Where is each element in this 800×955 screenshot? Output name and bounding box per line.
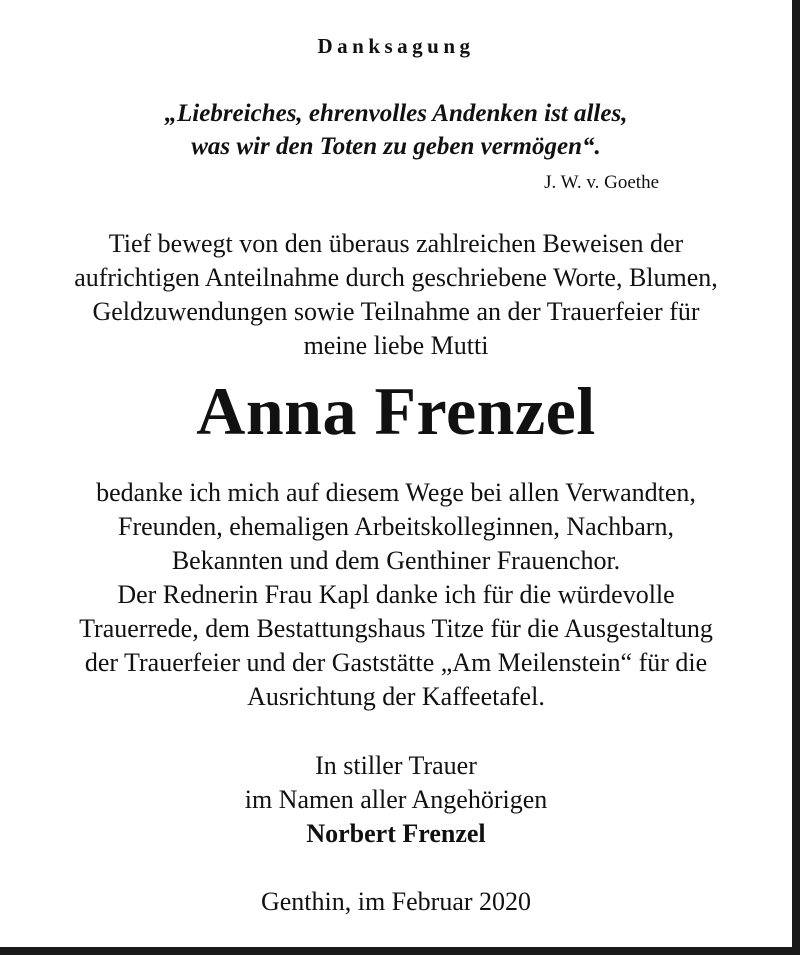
- notice-title: Danksagung: [317, 34, 475, 58]
- intro-line-3: Geldzuwendungen sowie Teilnahme an der Trauerfeier für: [92, 297, 700, 326]
- thanks-line-1: bedanke ich mich auf diesem Wege bei allen Verwandten,: [96, 478, 696, 507]
- thanks-line-2: Freunden, ehemaligen Arbeitskolleginnen, Nachbarn,: [118, 512, 674, 541]
- thanks-line-5: Trauerrede, dem Bestattungshaus Titze für die Ausgestaltung: [79, 614, 713, 643]
- quote-author: J. W. v. Goethe: [544, 172, 659, 193]
- closing-line-1: In stiller Trauer: [315, 751, 477, 780]
- closing-line-2: im Namen aller Angehörigen: [244, 785, 548, 814]
- deceased-name: Anna Frenzel: [196, 373, 596, 449]
- thanks-line-7: Ausrichtung der Kaffeetafel.: [247, 682, 545, 711]
- thanks-line-6: der Trauerfeier und der Gaststätte „Am Meilenstein“ für die: [84, 648, 708, 677]
- intro-line-2: aufrichtigen Anteilnahme durch geschriebene Worte, Blumen,: [74, 263, 718, 292]
- thanks-line-3: Bekannten und dem Genthiner Frauenchor.: [171, 546, 621, 575]
- quote-line-1: „Liebreiches, ehrenvolles Andenken ist alles,: [164, 100, 628, 127]
- intro-line-4: meine liebe Mutti: [303, 331, 489, 360]
- signer-name: Norbert Frenzel: [306, 819, 486, 848]
- place-date: Genthin, im Februar 2020: [260, 887, 532, 916]
- thanks-line-4: Der Rednerin Frau Kapl danke ich für die würdevolle: [117, 580, 675, 609]
- intro-line-1: Tief bewegt von den überaus zahlreichen Beweisen der: [108, 229, 684, 258]
- quote-line-2: was wir den Toten zu geben vermögen“.: [191, 133, 601, 160]
